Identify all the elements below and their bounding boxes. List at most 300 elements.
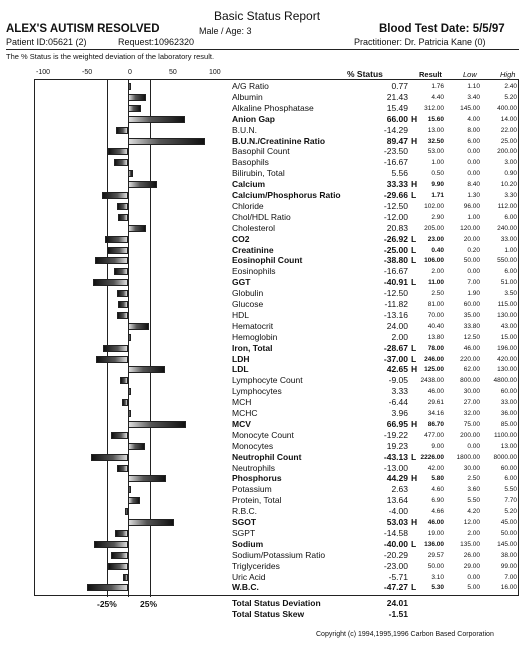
status-bar [87,584,128,591]
analyte-high: 3.30 [504,192,517,199]
analyte-status: -38.80 [383,255,408,266]
analyte-name: Neutrophils [232,462,275,473]
status-bar [128,138,205,145]
analyte-low: 20.00 [463,235,480,243]
analyte-name: SGPT [232,527,256,538]
analyte-name: MCV [232,418,251,429]
analyte-status: 13.64 [386,495,408,506]
analyte-result: 32.50 [427,137,444,145]
analyte-flag: L [411,538,417,549]
analyte-result: 2438.00 [420,377,444,385]
status-bar [125,508,128,515]
analyte-low: 7.00 [467,279,480,287]
status-bar [128,94,146,101]
analyte-status: 24.00 [386,320,408,331]
analyte-low: 2.00 [467,529,480,537]
analyte-flag: L [411,190,417,200]
analyte-flag: H [411,473,418,484]
analyte-flag: H [411,179,418,190]
analyte-name: Globulin [232,288,264,299]
analyte-status: 33.33 [386,179,408,190]
analyte-high: 112.00 [497,202,517,210]
analyte-low: 1.00 [467,213,480,221]
analyte-high: 2.40 [504,83,517,90]
analyte-name: B.U.N. [232,124,258,135]
analyte-status: 2.63 [391,484,408,495]
analyte-status: -40.91 [383,277,408,288]
analyte-result: 2.50 [431,290,444,298]
analyte-high: 196.00 [497,344,517,352]
analyte-status: 15.49 [386,102,408,113]
status-bar [108,563,128,570]
analyte-status: 89.47 [386,135,408,146]
analyte-result: 6.90 [431,497,444,505]
analyte-result: 13.00 [427,126,444,134]
analyte-high: 60.00 [500,464,517,472]
analyte-name: Hematocrit [232,320,274,331]
analyte-high: 36.00 [500,410,517,417]
analyte-low: 8.00 [467,126,480,134]
analyte-result: 136.00 [424,540,444,548]
status-bar [107,247,129,254]
analyte-status: 53.03 [386,517,408,527]
status-bar [117,465,128,472]
analyte-result: 0.40 [431,246,444,254]
analyte-high: 43.00 [500,322,517,330]
analyte-low: 120.00 [460,224,480,232]
analyte-low: 0.20 [467,246,480,254]
analyte-name: Albumin [232,91,263,102]
analyte-low: 75.00 [463,420,480,428]
analyte-flag: H [411,364,418,375]
analyte-status: 42.65 [386,364,408,375]
analyte-status: -4.00 [388,506,408,517]
analyte-high: 22.00 [500,126,517,134]
practitioner: Practitioner: Dr. Patricia Kane (0) [354,37,486,47]
analyte-result: 106.00 [424,257,444,265]
analyte-flag: L [411,244,417,255]
scale-tick: -100 [36,69,51,76]
status-bar [95,257,128,264]
test-date: Blood Test Date: 5/5/97 [379,23,505,35]
analyte-flag: L [411,451,417,462]
status-bar [128,83,131,90]
status-bar [128,181,157,188]
status-bar [128,323,149,330]
analyte-low: 4.20 [467,508,480,516]
analyte-result: 50.00 [427,562,444,570]
analyte-status: 3.33 [391,386,408,397]
analyte-status: 3.96 [391,408,408,418]
analyte-name: Basophils [232,157,269,168]
request-number: Request:10962320 [118,37,195,47]
analyte-high: 550.00 [497,257,517,265]
status-bar [103,345,128,352]
analyte-name: Hemoglobin [232,331,278,342]
analyte-flag: L [411,233,417,244]
status-bar [120,377,128,384]
analyte-result: 81.00 [427,301,444,308]
report-title: Basic Status Report [214,9,321,23]
scale-label-high: 25% [140,599,158,609]
status-bar [122,399,128,406]
analyte-status: -14.29 [383,124,408,135]
analyte-low: 27.00 [463,399,480,407]
analyte-name: Neutrophil Count [232,451,302,462]
status-bar [128,497,140,504]
analyte-name: Lymphocytes [232,386,282,397]
analyte-result: 29.57 [427,551,444,559]
analyte-result: 86.70 [427,420,444,428]
analyte-high: 33.00 [500,399,517,407]
analyte-name: HDL [232,309,250,320]
analyte-status: 19.23 [386,440,408,451]
analyte-result: 1.71 [431,192,444,199]
status-bar [116,127,128,134]
analyte-name: W.B.C. [232,582,259,593]
analyte-status: -9.05 [388,375,408,386]
status-bar [128,475,166,482]
analyte-name: Cholesterol [232,222,275,233]
analyte-high: 130.00 [497,366,517,374]
analyte-low: 12.00 [463,519,480,526]
status-bar [128,116,185,123]
analyte-high: 145.00 [497,540,517,548]
analyte-flag: H [411,135,418,146]
status-bar [114,159,128,166]
analyte-status: 20.83 [386,222,408,233]
analyte-high: 8000.00 [493,453,517,461]
analyte-high: 45.00 [500,519,517,526]
analyte-high: 51.00 [500,279,517,287]
analyte-status: -28.67 [383,342,408,353]
analyte-result: 23.00 [427,235,444,243]
analyte-low: 3.40 [467,93,480,101]
analyte-result: 102.00 [424,202,444,210]
analyte-result: 46.00 [427,388,444,396]
analyte-flag: L [411,255,417,266]
analyte-status: -13.16 [383,309,408,320]
analyte-low: 200.00 [460,431,480,439]
analyte-low: 62.00 [463,366,480,374]
analyte-high: 400.00 [497,104,517,112]
analyte-result: 4.60 [431,486,444,494]
analyte-name: CO2 [232,233,250,244]
status-bar [94,541,128,548]
analyte-low: 6.00 [467,137,480,145]
analyte-high: 16.00 [500,584,517,592]
analyte-high: 5.20 [504,508,517,516]
analyte-high: 38.00 [500,551,517,559]
copyright: Copyright (c) 1994,1995,1996 Carbon Based Corporation [316,631,494,638]
analyte-status: 5.56 [391,168,408,179]
patient-id: Patient ID:05621 (2) [6,37,87,47]
analyte-status: 66.00 [386,113,408,124]
analyte-flag: L [411,277,417,288]
analyte-status: -12.00 [383,211,408,222]
analyte-result: 34.16 [427,410,444,417]
analyte-status: 0.77 [391,81,408,91]
analyte-name: Glucose [232,299,264,309]
analyte-high: 7.00 [504,573,517,581]
analyte-flag: H [411,418,418,429]
analyte-low: 8.40 [467,181,480,189]
analyte-high: 240.00 [497,224,517,232]
analyte-result: 11.00 [428,279,444,287]
analyte-low: 0.00 [467,442,480,450]
status-column-header: % Status [347,69,383,79]
analyte-high: 99.00 [500,562,517,570]
analyte-status: -43.13 [383,451,408,462]
result-column-header: Result [419,70,442,79]
analyte-high: 15.00 [500,333,517,341]
analyte-status: -12.50 [383,200,408,211]
analyte-name: LDH [232,353,250,364]
analyte-result: 2.90 [431,213,444,221]
analyte-low: 220.00 [460,355,480,363]
analyte-status: -47.27 [383,582,408,593]
analyte-result: 13.80 [427,333,444,341]
scale-tick: 50 [169,69,177,76]
status-bar [102,192,128,199]
analyte-name: Protein, Total [232,495,282,506]
analyte-status: -23.00 [383,560,408,571]
analyte-high: 4800.00 [493,377,517,385]
analyte-name: Sodium [232,538,264,549]
analyte-low: 26.00 [463,551,480,559]
analyte-high: 60.00 [500,388,517,396]
analyte-name: Uric Acid [232,571,266,582]
analyte-low: 800.00 [460,377,480,385]
status-bar [128,421,186,428]
analyte-low: 135.00 [460,540,480,548]
analyte-low: 60.00 [463,301,480,308]
analyte-result: 9.90 [431,181,444,189]
analyte-name: Alkaline Phosphatase [232,102,314,113]
analyte-name: Basophil Count [232,146,290,157]
status-bar [128,519,174,526]
analyte-low: 30.00 [463,464,480,472]
analyte-low: 1.90 [467,290,480,298]
status-bar [96,356,128,363]
analyte-low: 5.50 [467,497,480,505]
analyte-high: 3.00 [504,159,517,167]
analyte-high: 115.00 [497,301,517,308]
analyte-result: 205.00 [424,224,444,232]
analyte-result: 53.00 [427,148,444,156]
total-status-skew-label: Total Status Skew [232,609,305,619]
analyte-name: Eosinophil Count [232,255,303,266]
analyte-status: -14.58 [383,527,408,538]
analyte-name: Chol/HDL Ratio [232,211,291,222]
status-bar [93,279,128,286]
analyte-flag: L [411,342,417,353]
analyte-result: 125.00 [424,366,444,374]
analyte-result: 42.00 [427,464,444,472]
analyte-result: 9.00 [431,442,444,450]
reference-line [107,79,108,597]
status-bar [117,312,128,319]
analyte-low: 50.00 [463,257,480,265]
analyte-flag: L [411,353,417,364]
status-bar [111,432,128,439]
analyte-low: 46.00 [463,344,480,352]
status-bar [91,454,128,461]
analyte-result: 15.60 [427,115,444,123]
analyte-high: 200.00 [497,148,517,156]
analyte-low: 5.00 [467,584,480,592]
analyte-name: Lymphocyte Count [232,375,303,386]
analyte-low: 0.00 [467,170,480,178]
analyte-high: 13.00 [500,442,517,450]
analyte-flag: L [411,582,417,593]
analyte-low: 0.00 [467,573,480,581]
analyte-high: 14.00 [500,115,517,123]
analyte-status: -25.00 [383,244,408,255]
status-bar [128,486,131,493]
analyte-high: 25.00 [500,137,517,145]
status-bar [128,410,131,417]
analyte-low: 0.00 [467,159,480,167]
analyte-name: Chloride [232,200,264,211]
analyte-status: 44.29 [386,473,408,484]
scale-tick: 100 [209,69,221,76]
status-bar [128,105,141,112]
analyte-low: 1.30 [467,192,480,199]
analyte-name: R.B.C. [232,506,258,517]
analyte-status: -11.82 [384,299,408,309]
analyte-result: 1.00 [431,159,444,167]
total-status-skew-value: -1.51 [388,609,408,619]
status-bar [114,268,128,275]
analyte-status: -20.29 [383,549,408,560]
analyte-high: 1100.00 [493,431,517,439]
analyte-name: A/G Ratio [232,81,269,91]
analyte-name: B.U.N./Creatinine Ratio [232,135,326,146]
total-status-deviation-value: 24.01 [386,598,408,608]
analyte-name: MCHC [232,408,258,418]
analyte-low: 145.00 [460,104,480,112]
analyte-high: 6.00 [504,268,517,276]
analyte-result: 246.00 [424,355,444,363]
analyte-high: 85.00 [500,420,517,428]
analyte-result: 2.00 [431,268,444,276]
analyte-name: Eosinophils [232,266,276,277]
analyte-name: Sodium/Potassium Ratio [232,549,326,560]
analyte-status: -26.92 [383,233,408,244]
analyte-status: -16.67 [383,157,408,168]
analyte-status: -37.00 [383,353,408,364]
analyte-status: -5.71 [388,571,408,582]
status-bar [118,214,128,221]
scale-tick: 0 [128,69,132,76]
status-bar [117,290,128,297]
analyte-high: 50.00 [500,529,517,537]
analyte-high: 6.00 [504,213,517,221]
analyte-name: GGT [232,277,251,288]
analyte-name: Anion Gap [232,113,275,124]
analyte-name: Iron, Total [232,342,273,353]
analyte-low: 0.00 [467,268,480,276]
analyte-low: 0.00 [467,148,480,156]
analyte-name: LDL [232,364,249,375]
analyte-high: 420.00 [497,355,517,363]
analyte-result: 19.00 [427,529,444,537]
analyte-low: 30.00 [463,388,480,396]
patient-name: ALEX'S AUTISM RESOLVED [6,23,160,35]
status-bar [128,334,131,341]
analyte-name: Monocytes [232,440,274,451]
analyte-result: 78.00 [427,344,444,352]
analyte-status: -40.00 [383,538,408,549]
analyte-name: Triglycerides [232,560,280,571]
analyte-low: 1800.00 [456,453,480,461]
status-bar [128,443,145,450]
analyte-status: -13.00 [383,462,408,473]
analyte-result: 2226.00 [420,453,444,461]
analyte-result: 477.00 [424,431,444,439]
low-column-header: Low [463,70,477,79]
analyte-status: -16.67 [383,266,408,277]
status-bar [105,236,128,243]
analyte-name: Monocyte Count [232,429,294,440]
analyte-result: 70.00 [427,311,444,319]
analyte-status: -19.22 [383,429,408,440]
analyte-high: 5.20 [504,93,517,101]
status-bar [115,530,128,537]
analyte-low: 32.00 [463,410,480,417]
analyte-low: 96.00 [463,202,480,210]
analyte-status: 2.00 [391,331,408,342]
analyte-status: 21.43 [386,91,408,102]
analyte-low: 1.10 [467,83,480,90]
analyte-status: -23.50 [383,146,408,157]
analyte-status: -6.44 [388,397,408,408]
status-bar [128,225,146,232]
analyte-low: 35.00 [463,311,480,319]
analyte-high: 5.50 [504,486,517,494]
analyte-result: 0.50 [431,170,444,178]
analyte-flag: H [411,113,418,124]
sex-age: Male / Age: 3 [199,26,252,36]
total-status-deviation-label: Total Status Deviation [232,598,321,608]
analyte-high: 3.50 [504,290,517,298]
analyte-result: 46.00 [427,519,444,526]
analyte-low: 3.60 [467,486,480,494]
status-bar [128,388,131,395]
analyte-name: MCH [232,397,252,408]
status-bar [111,552,128,559]
analyte-result: 40.40 [427,322,444,330]
analyte-result: 4.40 [431,93,444,101]
status-bar [128,170,133,177]
analyte-low: 33.80 [463,322,480,330]
analyte-high: 0.90 [504,170,517,178]
status-bar [128,366,165,373]
status-bar [117,203,128,210]
analyte-result: 5.30 [431,584,444,592]
analyte-result: 29.61 [427,399,444,407]
status-bar [108,148,128,155]
analyte-high: 130.00 [497,311,517,319]
analyte-status: 66.95 [386,418,408,429]
analyte-name: Creatinine [232,244,274,255]
analyte-high: 10.20 [500,181,517,189]
analyte-status: -12.50 [383,288,408,299]
analyte-low: 4.00 [467,115,480,123]
analyte-result: 3.10 [431,573,444,581]
status-note: The % Status is the weighted deviation of the laboratory result. [6,52,215,61]
